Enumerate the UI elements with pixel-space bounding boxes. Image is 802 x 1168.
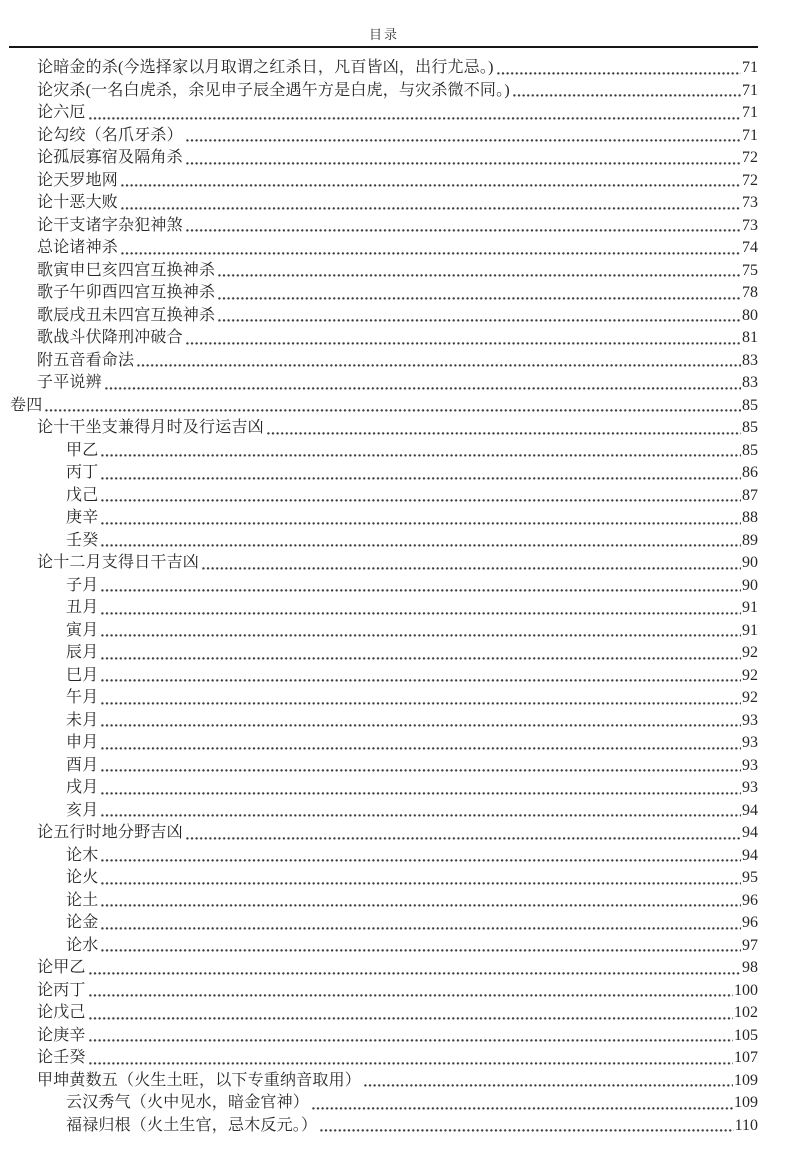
toc-entry-page: 78	[742, 284, 758, 301]
toc-entry-title: 酉月	[66, 756, 99, 774]
toc-entry-title: 论灾杀(一名白虎杀，余见申子辰全遇午方是白虎，与灾杀微不同。)	[37, 81, 510, 99]
dot-leader	[121, 192, 741, 215]
toc-entry	[10, 777, 758, 800]
dot-leader	[312, 1092, 733, 1115]
dot-leader	[101, 777, 741, 800]
toc-entry	[10, 417, 758, 440]
toc-entry	[10, 1047, 758, 1070]
dot-leader	[89, 1047, 733, 1070]
toc-entry-page: 95	[742, 869, 758, 886]
toc-entry-title: 论土	[66, 891, 99, 909]
toc-entry	[10, 800, 758, 823]
toc-entry-title: 论戊己	[37, 1004, 86, 1021]
toc-entry-title: 壬癸	[66, 531, 99, 549]
dot-leader	[89, 102, 741, 125]
dot-leader	[101, 575, 741, 598]
toc-entry-page: 71	[742, 126, 758, 144]
toc-entry-page: 83	[742, 351, 758, 369]
toc-entry-title: 论十恶大败	[37, 194, 119, 211]
toc-entry-page: 93	[742, 711, 758, 729]
toc-entry-page: 107	[734, 1049, 758, 1066]
toc-entry-page: 92	[742, 644, 758, 661]
dot-leader	[101, 935, 741, 958]
dot-leader	[89, 980, 733, 1003]
toc-entry-page: 109	[734, 1094, 758, 1111]
toc-entry	[10, 1070, 758, 1093]
toc-entry-title: 云汉秀气（火中见水，暗金官神）	[66, 1094, 310, 1111]
toc-entry-page: 80	[742, 306, 758, 324]
toc-entry	[10, 710, 758, 733]
toc-entry-page: 91	[742, 599, 758, 616]
toc-entry	[10, 80, 758, 103]
toc-entry-page: 72	[742, 149, 758, 166]
toc-entry-title: 论十干坐支兼得月时及行运吉凶	[37, 419, 264, 436]
toc-entry	[10, 732, 758, 755]
toc-entry	[10, 845, 758, 868]
dot-leader	[202, 552, 741, 575]
toc-entry-page: 90	[742, 576, 758, 594]
toc-entry-page: 100	[734, 981, 758, 999]
toc-entry-title: 论火	[66, 869, 99, 886]
toc-entry-title: 论壬癸	[37, 1049, 86, 1066]
toc-entry	[10, 867, 758, 890]
toc-entry-title: 论六厄	[37, 104, 86, 121]
toc-entry-page: 72	[742, 171, 758, 189]
toc-entry	[10, 552, 758, 575]
dot-leader	[101, 597, 741, 620]
dot-leader	[89, 1025, 733, 1048]
toc-entry-page: 94	[742, 846, 758, 864]
toc-entry-title: 甲坤黄数五（火生土旺，以下专重纳音取用）	[37, 1071, 362, 1089]
toc-entry	[10, 485, 758, 508]
toc-entry	[10, 57, 758, 80]
dot-leader	[101, 665, 741, 688]
dot-leader	[101, 732, 741, 755]
toc-entry	[10, 1002, 758, 1025]
toc-entry-title: 寅月	[66, 621, 99, 639]
dot-leader	[101, 462, 741, 485]
toc-entry	[10, 350, 758, 373]
toc-entry-page: 85	[742, 419, 758, 436]
page-title: 目录	[368, 27, 399, 42]
dot-leader	[101, 530, 741, 553]
toc-entry	[10, 327, 758, 350]
toc-list	[10, 57, 758, 1137]
toc-entry-page: 96	[742, 891, 758, 909]
toc-entry-page: 96	[742, 914, 758, 931]
toc-entry-title: 论丙丁	[37, 981, 86, 999]
toc-entry-title: 丑月	[66, 599, 99, 616]
toc-entry-title: 申月	[66, 734, 99, 751]
toc-entry-page: 97	[742, 936, 758, 954]
toc-entry-title: 论庚辛	[37, 1026, 86, 1044]
toc-entry-title: 子月	[66, 576, 99, 594]
toc-entry-title: 论五行时地分野吉凶	[37, 824, 183, 841]
toc-entry-title: 论甲乙	[37, 959, 86, 976]
toc-entry	[10, 170, 758, 193]
toc-entry	[10, 305, 758, 328]
toc-entry	[10, 462, 758, 485]
dot-leader	[101, 440, 741, 463]
toc-entry	[10, 935, 758, 958]
toc-entry	[10, 822, 758, 845]
dot-leader	[101, 800, 741, 823]
toc-entry-title: 辰月	[66, 644, 99, 661]
toc-entry-title: 戌月	[66, 779, 99, 796]
toc-entry-page: 93	[742, 779, 758, 796]
toc-entry	[10, 282, 758, 305]
toc-entry-page: 71	[742, 81, 758, 99]
dot-leader	[137, 350, 741, 373]
toc-entry-page: 94	[742, 801, 758, 819]
toc-entry	[10, 237, 758, 260]
toc-entry-page: 90	[742, 554, 758, 571]
dot-leader	[105, 372, 741, 395]
dot-leader	[101, 710, 741, 733]
toc-entry	[10, 1115, 758, 1138]
toc-entry	[10, 215, 758, 238]
toc-entry-title: 歌辰戌丑未四宫互换神杀	[37, 306, 216, 324]
toc-entry-title: 歌子午卯酉四宫互换神杀	[37, 284, 216, 301]
dot-leader	[186, 327, 741, 350]
dot-leader	[218, 260, 741, 283]
toc-entry-title: 午月	[66, 689, 99, 706]
toc-entry-title: 卷四	[10, 396, 43, 414]
toc-entry	[10, 260, 758, 283]
dot-leader	[186, 125, 741, 148]
toc-entry-page: 93	[742, 756, 758, 774]
toc-entry-page: 87	[742, 486, 758, 504]
toc-entry-page: 89	[742, 531, 758, 549]
toc-entry-title: 论孤辰寡宿及隔角杀	[37, 149, 183, 166]
toc-entry-page: 98	[742, 959, 758, 976]
dot-leader	[218, 305, 741, 328]
toc-entry-page: 85	[742, 441, 758, 459]
toc-entry-page: 74	[742, 239, 758, 256]
dot-leader	[121, 237, 741, 260]
toc-entry-page: 88	[742, 509, 758, 526]
toc-entry-title: 甲乙	[66, 441, 99, 459]
toc-entry-page: 71	[742, 104, 758, 121]
toc-entry	[10, 147, 758, 170]
toc-entry	[10, 890, 758, 913]
toc-entry-title: 歌寅申巳亥四宫互换神杀	[37, 261, 216, 279]
dot-leader	[101, 890, 741, 913]
toc-entry-page: 86	[742, 464, 758, 481]
toc-entry-page: 73	[742, 194, 758, 211]
dot-leader	[513, 80, 741, 103]
dot-leader	[186, 147, 741, 170]
dot-leader	[218, 282, 741, 305]
toc-entry	[10, 125, 758, 148]
toc-entry	[10, 530, 758, 553]
toc-entry-title: 论暗金的杀(今选择家以月取谓之红杀日，凡百皆凶，出行尤忌。)	[37, 59, 494, 76]
dot-leader	[101, 845, 741, 868]
toc-entry-title: 附五音看命法	[37, 351, 135, 369]
toc-entry-page: 81	[742, 329, 758, 346]
toc-entry-title: 庚辛	[66, 509, 99, 526]
toc-entry-title: 福禄归根（火土生官，忌木反元。）	[66, 1116, 318, 1134]
toc-entry	[10, 957, 758, 980]
dot-leader	[186, 215, 741, 238]
toc-entry-title: 亥月	[66, 801, 99, 819]
dot-leader	[89, 1002, 733, 1025]
toc-entry	[10, 102, 758, 125]
dot-leader	[267, 417, 741, 440]
toc-entry-page: 73	[742, 216, 758, 234]
toc-entry-title: 论勾绞（名爪牙杀）	[37, 126, 183, 144]
toc-entry	[10, 597, 758, 620]
toc-entry-title: 歌战斗伏降刑冲破合	[37, 329, 183, 346]
toc-entry	[10, 575, 758, 598]
toc-entry-page: 71	[742, 59, 758, 76]
toc-entry	[10, 1025, 758, 1048]
dot-leader	[121, 170, 741, 193]
toc-entry-page: 85	[742, 396, 758, 414]
toc-entry-title: 总论诸神杀	[37, 239, 119, 256]
toc-entry	[10, 980, 758, 1003]
toc-entry-title: 论金	[66, 914, 99, 931]
dot-leader	[186, 822, 741, 845]
dot-leader	[101, 485, 741, 508]
toc-entry-page: 94	[742, 824, 758, 841]
toc-entry	[10, 665, 758, 688]
toc-entry-page: 93	[742, 734, 758, 751]
dot-leader	[320, 1115, 733, 1138]
toc-entry-title: 巳月	[66, 666, 99, 684]
toc-entry-page: 102	[734, 1004, 758, 1021]
toc-entry-page: 83	[742, 374, 758, 391]
toc-entry	[10, 440, 758, 463]
toc-entry-page: 92	[742, 689, 758, 706]
toc-entry-title: 论天罗地网	[37, 171, 119, 189]
toc-entry-title: 戊己	[66, 486, 99, 504]
toc-entry-title: 未月	[66, 711, 99, 729]
dot-leader	[101, 507, 741, 530]
toc-entry	[10, 687, 758, 710]
toc-entry	[10, 507, 758, 530]
toc-entry	[10, 395, 758, 418]
toc-entry-page: 91	[742, 621, 758, 639]
dot-leader	[101, 620, 741, 643]
toc-entry	[10, 912, 758, 935]
toc-entry	[10, 620, 758, 643]
toc-entry	[10, 1092, 758, 1115]
dot-leader	[101, 867, 741, 890]
toc-entry-page: 110	[734, 1116, 758, 1134]
toc-entry	[10, 755, 758, 778]
page-header	[10, 0, 758, 44]
toc-entry-page: 75	[742, 261, 758, 279]
toc-entry-title: 论水	[66, 936, 99, 954]
dot-leader	[364, 1070, 733, 1093]
toc-entry-page: 105	[734, 1026, 758, 1044]
dot-leader	[101, 642, 741, 665]
toc-entry-page: 109	[734, 1071, 758, 1089]
dot-leader	[497, 57, 741, 80]
dot-leader	[89, 957, 741, 980]
toc-entry-page: 92	[742, 666, 758, 684]
toc-entry-title: 论干支诸字杂犯神煞	[37, 216, 183, 234]
toc-entry-title: 子平说辨	[37, 374, 102, 391]
header-divider	[9, 46, 758, 48]
dot-leader	[101, 755, 741, 778]
toc-entry-title: 论十二月支得日干吉凶	[37, 554, 200, 571]
dot-leader	[101, 687, 741, 710]
toc-entry	[10, 192, 758, 215]
dot-leader	[101, 912, 741, 935]
toc-entry	[10, 642, 758, 665]
dot-leader	[45, 395, 741, 418]
toc-entry-title: 丙丁	[66, 464, 99, 481]
toc-entry-title: 论木	[66, 846, 99, 864]
toc-entry	[10, 372, 758, 395]
